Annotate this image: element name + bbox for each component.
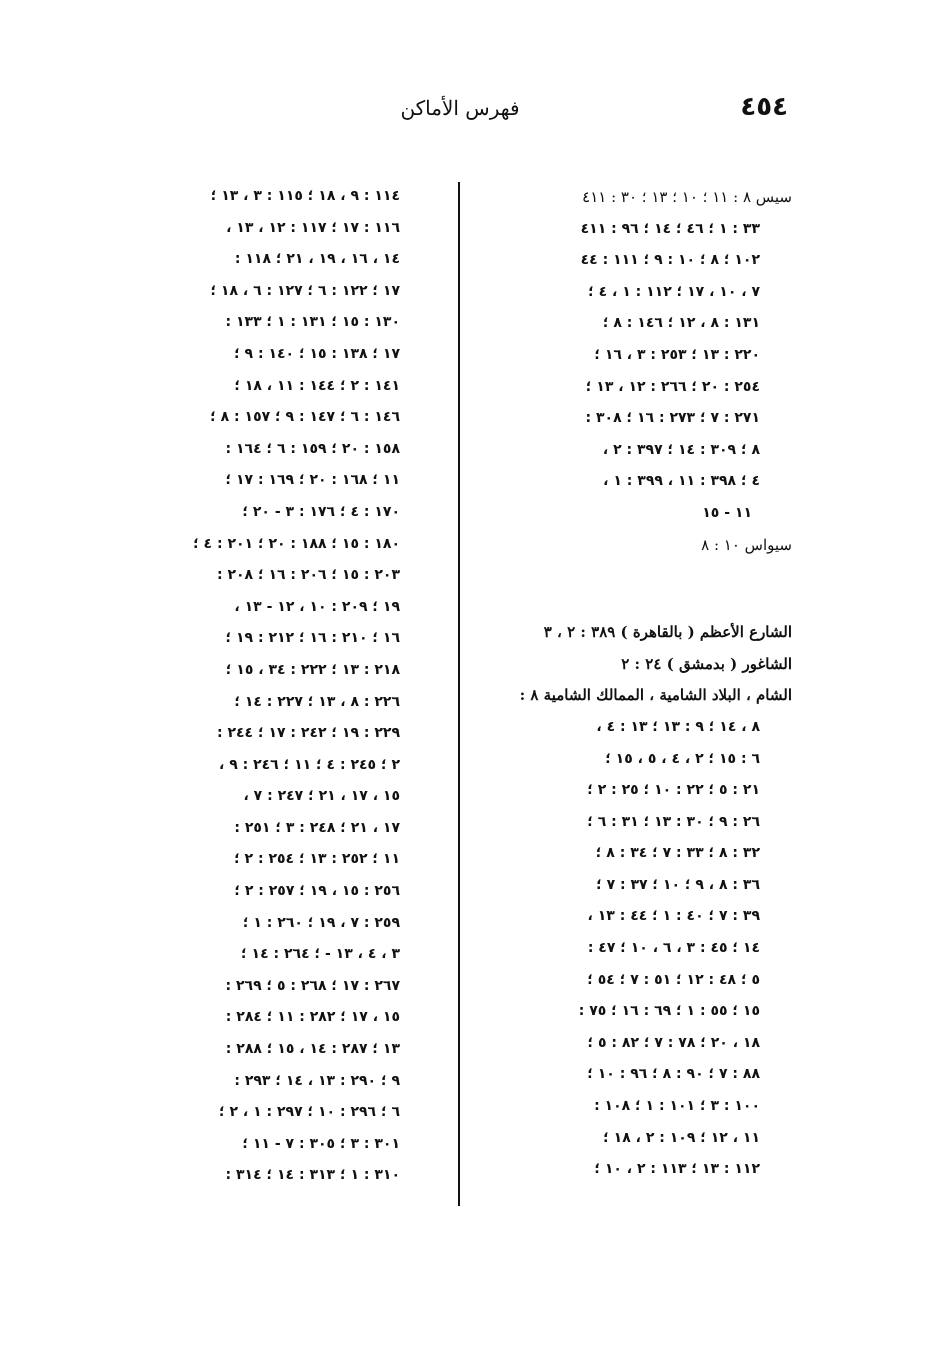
index-entry-line: ٢ ؛ ٢٤٥ : ٤ ؛ ١١ ؛ ٢٤٦ : ٩ ، <box>218 756 400 773</box>
index-entry-headword: سيس ٨ : ١١ ؛ ١٠ ؛ ١٣ ؛ ٣٠ : ٤١١ <box>582 188 792 206</box>
index-entry-line: ٢٥٦ : ١٥ ، ١٩ ؛ ٢٥٧ : ٢ ؛ <box>234 883 400 900</box>
index-entry-line: ٢٢٠ : ١٣ ؛ ٢٥٣ : ٣ ، ١٦ ؛ <box>594 346 760 363</box>
index-entry-line: ١٠٢ ؛ ٨ ؛ ١٠ : ٩ ؛ ١١١ : ٤٤ <box>580 252 760 269</box>
index-entry-line: ٨ ؛ ٣٠٩ : ١٤ ؛ ٣٩٧ : ٢ ، <box>602 441 760 458</box>
index-entry-line: ٢٦ : ٩ ؛ ٣٠ : ١٣ ؛ ٣١ : ٦ ؛ <box>587 813 760 830</box>
section-gap <box>470 561 792 617</box>
index-entry-line: ١٥ ، ١٧ ، ٢١ ؛ ٢٤٧ : ٧ ، <box>243 788 400 805</box>
index-entry-line: ١٨٠ : ١٥ ؛ ١٨٨ : ٢٠ ؛ ٢٠١ : ٤ ؛ <box>193 535 400 552</box>
index-entry-line: ٢٥٤ : ٢٠ ؛ ٢٦٦ : ١٢ ، ١٣ ؛ <box>585 378 760 395</box>
index-entry-line: ٢١ : ٥ ؛ ٢٢ : ١٠ ؛ ٢٥ : ٢ ؛ <box>587 782 760 799</box>
index-column-left <box>126 181 400 1192</box>
index-entry-line: ٣ ، ٤ ، ١٣ - ؛ ٢٦٤ : ١٤ ؛ <box>241 946 400 963</box>
index-entry-line: ١٣٠ : ١٥ ؛ ١٣١ : ١ ؛ ١٣٣ : <box>225 314 400 331</box>
index-entry-line: ١١٦ : ١٧ ؛ ١١٧ : ١٢ ، ١٣ ، <box>226 219 400 236</box>
index-entry-line: ٤ ؛ ٣٩٨ : ١١ ، ٣٩٩ : ١ ، <box>603 473 760 490</box>
index-entry-line: ١٩ ؛ ٢٠٩ : ١٠ ، ١٢ - ١٣ ، <box>234 598 400 615</box>
index-entry-line: ١١ ، ١٢ ؛ ١٠٩ : ٢ ، ١٨ ؛ <box>603 1129 760 1146</box>
index-entry-line: ٣٦ : ٨ ، ٩ ؛ ١٠ ؛ ٣٧ : ٧ ؛ <box>596 876 760 893</box>
index-entry-line: ١٧ ؛ ١٢٢ : ٦ ؛ ١٢٧ : ٦ ، ١٨ ؛ <box>210 282 400 299</box>
index-entry-line: ٣١٠ : ١ ؛ ٣١٣ : ١٤ ؛ ٣١٤ : <box>225 1167 400 1184</box>
index-entry-line: ٢١٨ : ١٣ ؛ ٢٢٢ : ٣٤ ، ١٥ ؛ <box>225 661 400 678</box>
index-entry-line: ١٣ ؛ ٢٨٧ : ١٤ ، ١٥ ؛ ٢٨٨ : <box>225 1041 400 1058</box>
index-column-right <box>470 182 792 1186</box>
index-entry-line: ٦ : ١٥ ؛ ٢ ، ٤ ، ٥ ، ١٥ ؛ <box>605 750 760 767</box>
index-entry-line: ٣٢ : ٨ ؛ ٣٣ : ٧ ؛ ٣٤ : ٨ ؛ <box>595 845 760 862</box>
index-entry-line: ١٤ ؛ ٤٥ : ٣ ، ٦ ، ١٠ ؛ ٤٧ : <box>587 940 760 957</box>
index-entry-line: ١٧ ؛ ١٣٨ : ١٥ ؛ ١٤٠ : ٩ ؛ <box>234 345 400 362</box>
index-entry-line: ٢٧١ : ٧ ؛ ٢٧٣ : ١٦ ؛ ٣٠٨ : <box>585 410 760 427</box>
index-entry-line: ١٤ ، ١٦ ، ١٩ ، ٢١ ؛ ١١٨ : <box>234 251 400 268</box>
index-entry-line: ٣٣ : ١ ؛ ٤٦ ؛ ١٤ ؛ ٩٦ : ٤١١ <box>580 220 760 237</box>
page-title: فهرس الأماكن <box>400 96 520 120</box>
index-entry-line: ٢٦٧ : ١٧ ؛ ٢٦٨ : ٥ ؛ ٢٦٩ : <box>225 977 400 994</box>
index-entry-headword: الشاغور ( بدمشق ) ٢٤ : ٢ <box>621 654 792 673</box>
index-entry-headword: الشارع الأعظم ( بالقاهرة ) ٣٨٩ : ٢ ، ٣ <box>543 623 792 642</box>
index-entry-line: ٢٥٩ : ٧ ، ١٩ ؛ ٢٦٠ : ١ ؛ <box>242 914 400 931</box>
page-number: ٤٥٤ <box>740 92 788 122</box>
index-entry-line: ١٧٠ : ٤ ؛ ١٧٦ : ٣ - ٢٠ ؛ <box>242 503 400 520</box>
index-entry-line: ١١٤ : ٩ ، ١٨ ؛ ١١٥ : ٣ ، ١٣ ؛ <box>210 188 400 204</box>
index-entry-line: ١٠٠ : ٣ ؛ ١٠١ : ١ ؛ ١٠٨ : <box>594 1098 760 1115</box>
index-entry-line: ١٥ ، ١٧ ؛ ٢٨٢ : ١١ ؛ ٢٨٤ : <box>225 1009 400 1026</box>
index-entry-line: ١٥٨ : ٢٠ ؛ ١٥٩ : ٦ ؛ ١٦٤ : <box>225 440 400 457</box>
index-entry-line: ٢٠٣ : ١٥ ؛ ٢٠٦ : ١٦ ؛ ٢٠٨ : <box>216 567 400 584</box>
index-entry-line: ١٣١ : ٨ ، ١٢ ؛ ١٤٦ : ٨ ؛ <box>602 315 760 332</box>
index-entry-line: ٢٢٦ : ٨ ، ١٣ ؛ ٢٢٧ : ١٤ ؛ <box>234 693 400 710</box>
index-entry-line: ١٤٦ : ٦ ؛ ١٤٧ : ٩ ؛ ١٥٧ : ٨ ؛ <box>210 409 400 426</box>
index-entry-line: ١١٢ : ١٣ ؛ ١١٣ : ٢ ، ١٠ ؛ <box>594 1161 760 1178</box>
column-divider <box>458 182 460 1206</box>
index-entry-line: ١١ ؛ ١٦٨ : ٢٠ ؛ ١٦٩ : ١٧ ؛ <box>225 472 400 489</box>
index-entry-line: ١١ ؛ ٢٥٢ : ١٣ ؛ ٢٥٤ : ٢ ؛ <box>234 851 400 868</box>
index-entry-line: ٨ ، ١٤ ؛ ٩ : ١٣ ؛ ١٣ : ٤ ، <box>596 718 760 735</box>
index-entry-line: ١٤١ : ٢ ؛ ١٤٤ : ١١ ، ١٨ ؛ <box>234 377 400 394</box>
index-entry-line: ٢٢٩ : ١٩ ؛ ٢٤٢ : ١٧ ؛ ٢٤٤ : <box>216 725 400 742</box>
index-entry-line: ١٨ ، ٢٠ ؛ ٧٨ : ٧ ؛ ٨٢ : ٥ ؛ <box>587 1034 760 1051</box>
index-entry-line: ٦ ؛ ٢٩٦ : ١٠ ؛ ٢٩٧ : ١ ، ٢ ؛ <box>218 1104 400 1121</box>
index-entry-line: ٣٠١ : ٣ ؛ ٣٠٥ : ٧ - ١١ ؛ <box>242 1135 400 1152</box>
index-entry-line: ٨٨ : ٧ ؛ ٩٠ : ٨ ؛ ٩٦ : ١٠ ؛ <box>587 1066 760 1083</box>
index-entry-headword: الشام ، البلاد الشامية ، الممالك الشامية ٨ : <box>519 686 792 705</box>
index-entry-headword: سيواس ١٠ : ٨ <box>701 535 792 554</box>
index-entry-line: ٥ ؛ ٤٨ : ١٢ ؛ ٥١ : ٧ ؛ ٥٤ ؛ <box>587 971 760 988</box>
index-entry-line: ١١ - ١٥ <box>702 504 752 521</box>
index-entry-line: ١٥ ؛ ٥٥ : ١ ؛ ٦٩ : ١٦ ؛ ٧٥ : <box>578 1003 760 1020</box>
index-entry-line: ٩ ؛ ٢٩٠ : ١٣ ، ١٤ ؛ ٢٩٣ : <box>234 1072 400 1089</box>
index-entry-line: ١٧ ، ٢١ ؛ ٢٤٨ : ٣ ؛ ٢٥١ : <box>234 819 400 836</box>
index-entry-line: ١٦ ؛ ٢١٠ : ١٦ ؛ ٢١٢ : ١٩ ؛ <box>225 630 400 647</box>
index-entry-line: ٣٩ : ٧ ؛ ٤٠ : ١ ؛ ٤٤ : ١٣ ، <box>587 908 760 925</box>
index-entry-line: ٧ ، ١٠ ، ١٧ ؛ ١١٢ : ١ ، ٤ ؛ <box>588 283 760 300</box>
